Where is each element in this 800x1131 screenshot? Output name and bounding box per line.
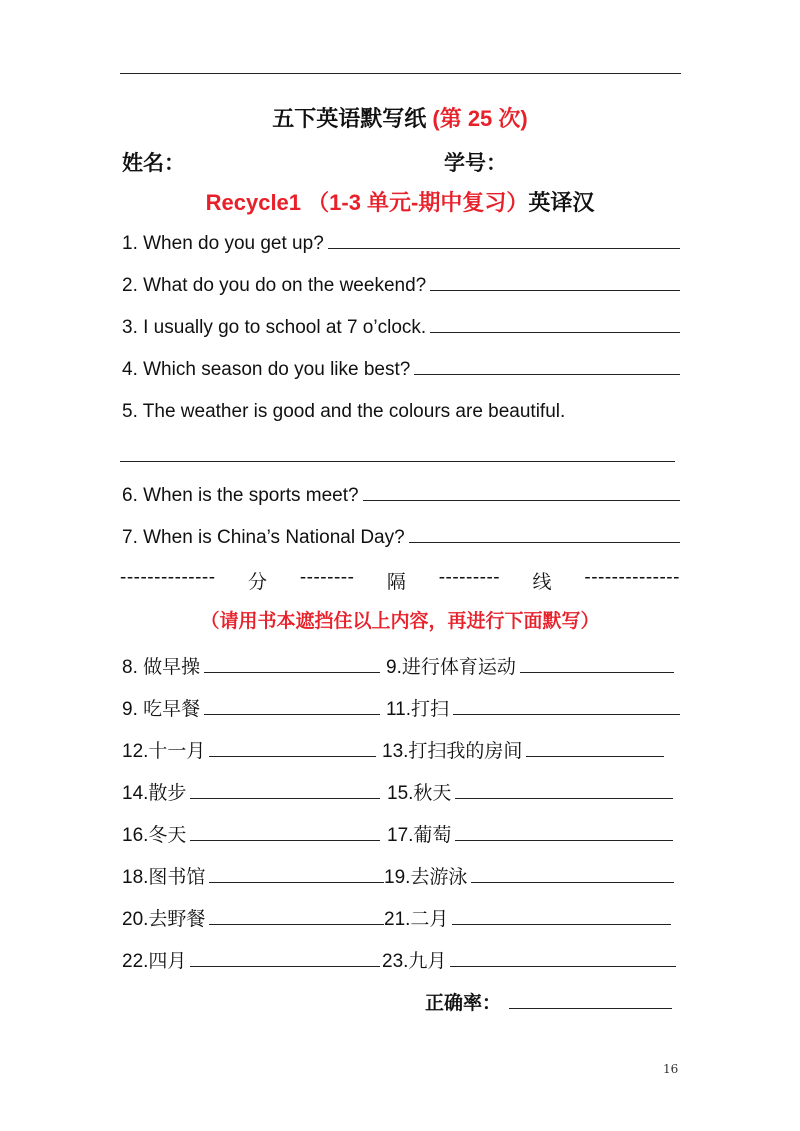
vocab-label: 9. 吃早餐	[122, 699, 201, 720]
question-6	[122, 485, 680, 507]
accuracy-blank[interactable]	[509, 1007, 672, 1009]
answer-blank[interactable]	[414, 373, 680, 375]
answer-blank[interactable]	[452, 923, 671, 925]
vocab-label: 17.葡萄	[387, 825, 452, 846]
vocab-item-9a	[386, 652, 674, 679]
divider-char: 分	[247, 572, 268, 593]
section-heading	[0, 186, 800, 217]
vocab-label: 11.打扫	[386, 699, 450, 720]
divider-char: 隔	[386, 572, 407, 593]
vocab-label: 23.九月	[382, 951, 447, 972]
vocab-item-23	[382, 946, 676, 973]
answer-blank[interactable]	[328, 247, 680, 249]
question-text: 7. When is China’s National Day?	[122, 527, 405, 548]
answer-blank[interactable]	[471, 881, 674, 883]
answer-blank[interactable]	[409, 541, 680, 543]
vocab-item-20	[122, 904, 384, 931]
answer-blank[interactable]	[363, 499, 680, 501]
vocab-item-9	[122, 694, 380, 721]
question-text: 3. I usually go to school at 7 o’clock.	[122, 317, 427, 338]
answer-blank[interactable]	[430, 331, 680, 333]
divider-dashes: --------------	[120, 567, 216, 588]
vocab-label: 15.秋天	[387, 783, 452, 804]
vocab-item-22	[122, 946, 380, 973]
vocab-label: 19.去游泳	[384, 867, 468, 888]
vocab-item-21	[384, 904, 671, 931]
vocab-label: 16.冬天	[122, 825, 187, 846]
vocab-label: 21.二月	[384, 909, 449, 930]
answer-blank[interactable]	[430, 289, 680, 291]
vocab-label: 8. 做早操	[122, 657, 201, 678]
vocab-item-12	[122, 736, 376, 763]
answer-blank[interactable]	[455, 839, 673, 841]
answer-blank[interactable]	[209, 923, 384, 925]
cover-notice: （请用书本遮挡住以上内容，再进行下面默写）	[200, 611, 600, 632]
title-main: 五下英语默写纸	[272, 106, 433, 131]
vocab-label: 13.打扫我的房间	[382, 741, 523, 762]
vocab-item-13	[382, 736, 664, 763]
vocab-label: 14.散步	[122, 783, 187, 804]
vocab-item-18	[122, 862, 384, 889]
page-number: 16	[663, 1062, 679, 1076]
answer-blank[interactable]	[520, 671, 674, 673]
question-text: 5. The weather is good and the colours are beautiful.	[122, 401, 566, 422]
question-text: 6. When is the sports meet?	[122, 485, 359, 506]
vocab-item-11	[386, 694, 680, 721]
answer-blank[interactable]	[209, 755, 376, 757]
student-id-label: 学号：	[444, 152, 507, 175]
answer-blank[interactable]	[190, 797, 380, 799]
answer-blank[interactable]	[455, 797, 673, 799]
vocab-item-16	[122, 820, 380, 847]
question-text: 2. What do you do on the weekend?	[122, 275, 427, 296]
accuracy-label: 正确率：	[425, 993, 502, 1014]
answer-blank[interactable]	[204, 713, 380, 715]
vocab-item-17	[387, 820, 673, 847]
question-1	[122, 233, 680, 255]
question-3	[122, 317, 680, 339]
divider-dashes: ---------	[438, 567, 501, 588]
name-label: 姓名：	[122, 152, 185, 175]
answer-blank[interactable]	[204, 671, 380, 673]
question-text: 4. Which season do you like best?	[122, 359, 411, 380]
title-number: (第 25 次)	[432, 106, 528, 131]
question-2	[122, 275, 680, 297]
cut-divider	[120, 567, 680, 594]
divider-dashes: --------------	[584, 567, 680, 588]
answer-blank[interactable]	[190, 839, 380, 841]
vocab-label: 22.四月	[122, 951, 187, 972]
answer-blank-5[interactable]	[120, 461, 675, 462]
answer-blank[interactable]	[209, 881, 384, 883]
accuracy-field	[425, 988, 672, 1015]
heading-unit: Recycle1 （1-3 单元-期中复习）	[205, 190, 529, 215]
question-4	[122, 359, 680, 381]
question-text: 1. When do you get up?	[122, 233, 324, 254]
divider-dashes: --------	[299, 567, 355, 588]
vocab-label: 9.进行体育运动	[386, 657, 516, 678]
answer-blank[interactable]	[453, 713, 680, 715]
vocab-label: 18.图书馆	[122, 867, 206, 888]
vocab-item-19	[384, 862, 674, 889]
vocab-label: 20.去野餐	[122, 909, 206, 930]
heading-task: 英译汉	[528, 190, 595, 215]
vocab-item-8	[122, 652, 380, 679]
top-rule	[120, 73, 681, 74]
vocab-item-14	[122, 778, 380, 805]
vocab-label: 12.十一月	[122, 741, 206, 762]
question-7	[122, 527, 680, 549]
vocab-item-15	[387, 778, 673, 805]
question-5	[122, 401, 680, 423]
answer-blank[interactable]	[190, 965, 380, 967]
answer-blank[interactable]	[450, 965, 676, 967]
divider-char: 线	[532, 572, 553, 593]
answer-blank[interactable]	[526, 755, 664, 757]
page-title	[0, 102, 800, 133]
